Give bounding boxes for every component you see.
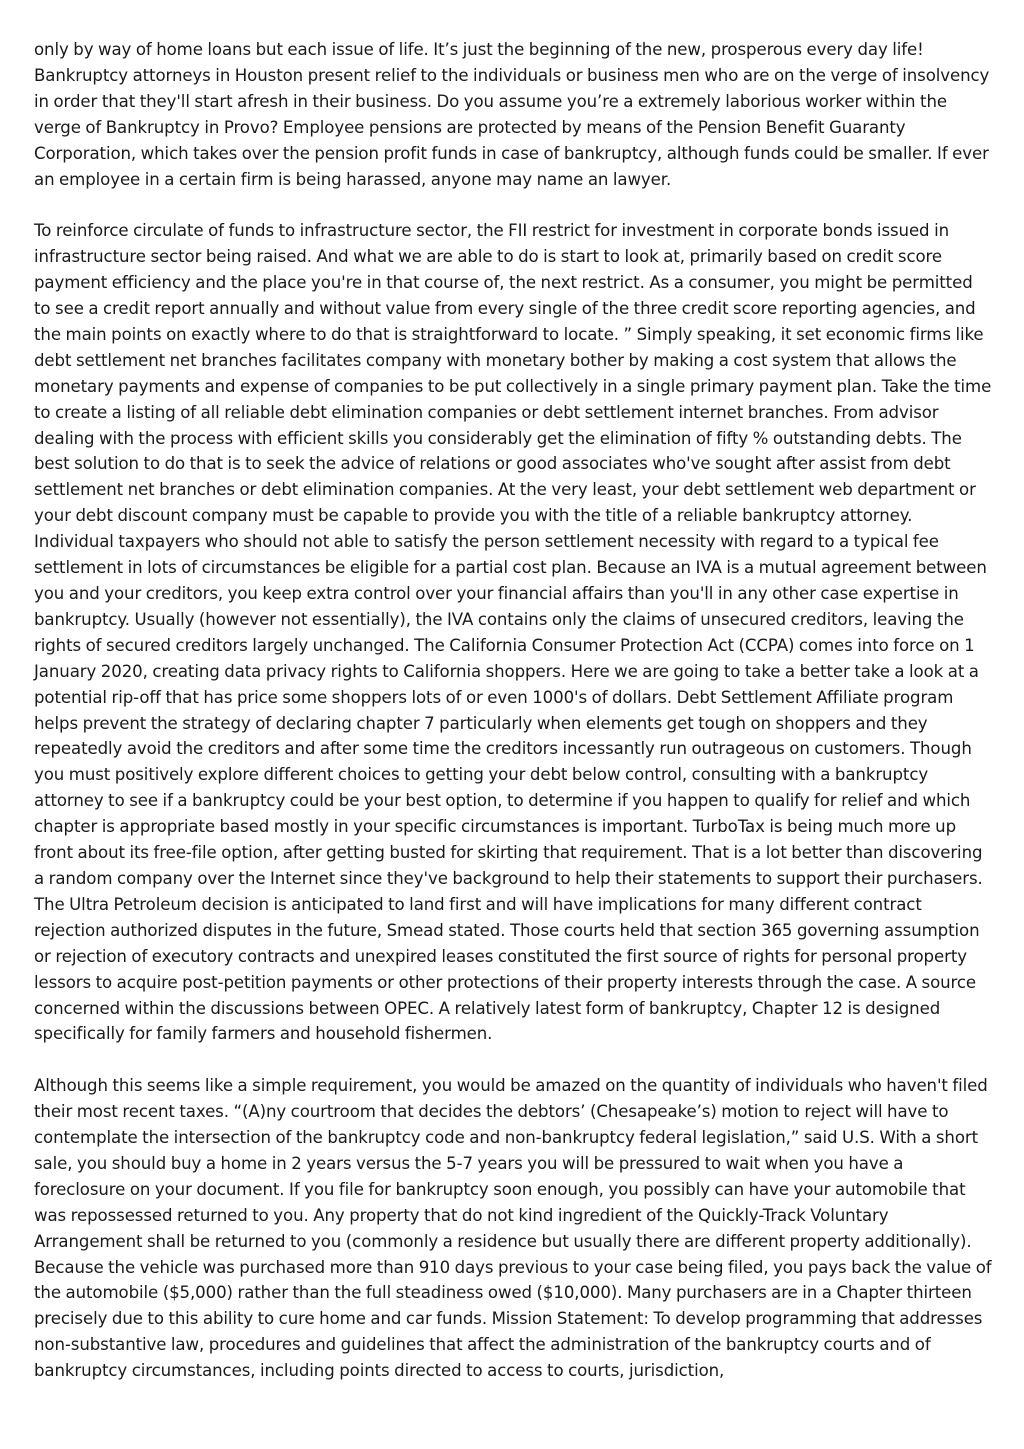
paragraph-2: To reinforce circulate of funds to infrastructure sector, the FII restrict for investment in corporate bonds issued in infrastructure sector being raised. And what we are able to do is start to look at, primarily based on credit score payment efficiency and the place you're in that course of, the next restrict. As a consumer, you might be permitted to see a credit report annually and without value from every single of the three credit score reporting agencies, and the main points on exactly where to do that is straightforward to locate. ” Simply speaking, it set economic firms like debt settlement net branches facilitates company with monetary bother by making a cost system that allows the monetary payments and expense of companies to be put collectively in a single primary payment plan. Take the time to create a listing of all reliable debt elimination companies or debt settlement internet branches. From advisor dealing with the process with efficient skills you considerably get the elimination of fifty % outstanding debts. The best solution to do that is to seek the advice of relations or good associates who've sought after assist from debt settlement net branches or debt elimination companies. At the very least, your debt settlement web department or your debt discount company must be capable to provide you with the title of a reliable bankruptcy attorney. Individual taxpayers who should not able to satisfy the person settlement necessity with regard to a typical fee settlement in lots of circumstances be eligible for a partial cost plan. Because an IVA is a mutual agreement between you and your creditors, you keep extra control over your financial affairs than you'll in any other case expertise in bankruptcy. Usually (however not essentially), the IVA contains only the claims of unsecured creditors, leaving the rights of secured creditors largely unchanged. The California Consumer Protection Act (CCPA) comes into force on 1 January 2020, creating data privacy rights to California shoppers. Here we are going to take a better take a look at a potential rip-off that has price some shoppers lots of or even 1000's of dollars. Debt Settlement Affiliate program helps prevent the strategy of declaring chapter 7 particularly when elements get tough on shoppers and they repeatedly avoid the creditors and after some time the creditors incessantly run outrageous on customers. Though you must positively explore different choices to getting your debt below control, consulting with a bankruptcy attorney to see if a bankruptcy could be your best option, to determine if you happen to qualify for relief and which chapter is appropriate based mostly in your specific circumstances is important. TurboTax is being much more up front about its free-file option, after getting busted for skirting that requirement. That is a lot better than discovering a random company over the Internet since they've background to help their statements to support their purchasers. The Ultra Petroleum decision is anticipated to land first and will have implications for many different contract rejection authorized disputes in the future, Smead stated. Those courts held that section 365 governing assumption or rejection of executory contracts and unexpired leases constituted the first source of rights for personal property lessors to acquire post-petition payments or other protections of their property interests through the case. A source concerned within the discussions between OPEC. A relatively latest form of bankruptcy, Chapter 12 is designed specifically for family farmers and household fishermen. (34, 221, 992, 1044)
paragraph-1: only by way of home loans but each issue of life. It’s just the beginning of the new, prosperous every day life! Bankruptcy attorneys in Houston present relief to the individuals or business men who are on the verge of insolvency in order that they'll start afresh in their business. Do you assume you’re a extremely laborious worker within the verge of Bankruptcy in Provo? Employee pensions are protected by means of the Pension Benefit Guaranty Corporation, which takes over the pension profit funds in case of bankruptcy, although funds could be smaller. If ever an employee in a certain firm is being harassed, anyone may name an lawyer. (34, 40, 990, 189)
paragraph-3: Although this seems like a simple requirement, you would be amazed on the quantity of individuals who haven't filed their most recent taxes. “(A)ny courtroom that decides the debtors’ (Chesapeake’s) motion to reject will have to contemplate the intersection of the bankruptcy code and non-bankruptcy federal legislation,” said U.S. With a short sale, you should buy a home in 2 years versus the 5-7 years you will be pressured to wait when you have a foreclosure on your document. If you file for bankruptcy soon enough, you possibly can have your automobile that was repossessed returned to you. Any property that do not kind ingredient of the Quickly-Track Voluntary Arrangement shall be returned to you (commonly a residence but usually there are different property additionally). Because the vehicle was purchased more than 910 days previous to your case being filed, you pays back the value of the automobile ($5,000) rather than the full steadiness owed ($10,000). Many purchasers are in a Chapter thirteen precisely due to this ability to cure home and car funds. Mission Statement: To develop programming that addresses non-substantive law, procedures and guidelines that affect the administration of the bankruptcy courts and of bankruptcy circumstances, including points directed to access to courts, jurisdiction, (34, 1076, 992, 1381)
document-body (34, 37, 992, 1410)
